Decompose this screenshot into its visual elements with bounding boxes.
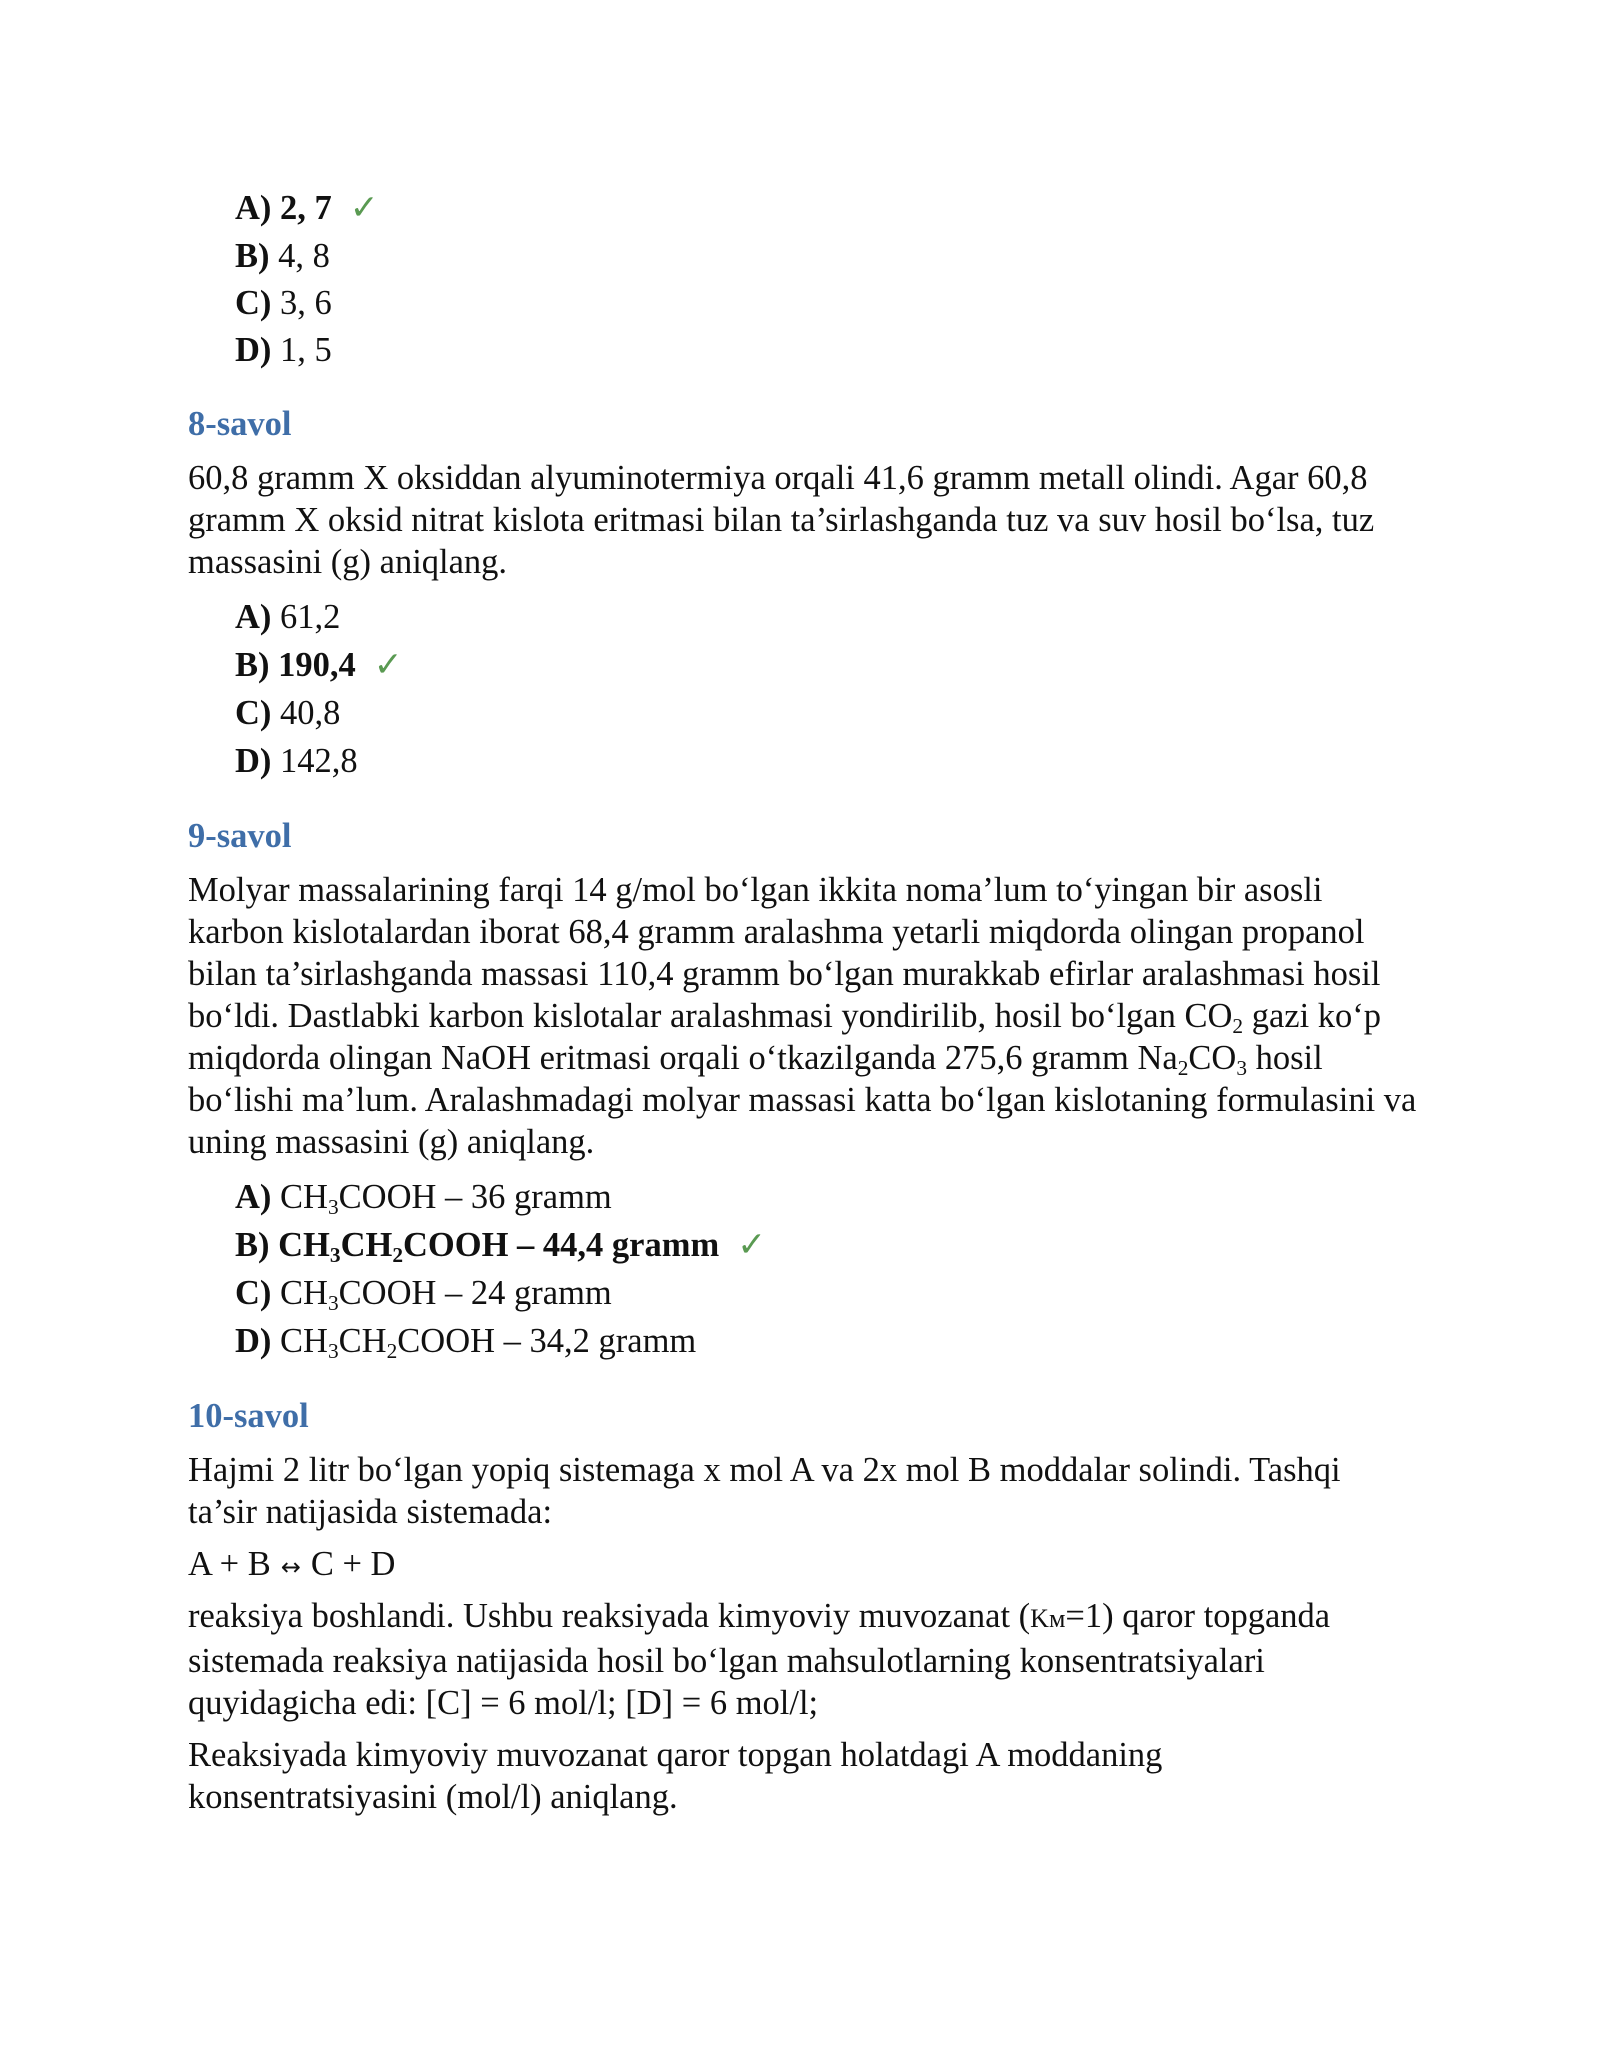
option-text: – 24 gramm [436, 1274, 612, 1312]
option-label: C) [235, 694, 272, 732]
option-text: 61,2 [280, 598, 341, 636]
question-10-text: Hajmi 2 litr bo‘lgan yopiq sistemaga x mol A va 2x mol B moddalar solindi. Tashqi ta’sir natijasida sistemada: [188, 1451, 1341, 1531]
document-page [188, 184, 1418, 1818]
option-label: D) [235, 742, 272, 780]
q9-option-c[interactable] [235, 1269, 1418, 1317]
option-text: 190,4 [278, 646, 356, 684]
q7-option-b[interactable] [235, 232, 1418, 279]
option-text: 1, 5 [280, 331, 332, 369]
option-text: – 34,2 gramm [495, 1322, 697, 1360]
option-formula: $CH_3CH_2COOH$ [278, 1226, 509, 1267]
option-text: 3, 6 [280, 284, 332, 322]
reaction-equation: A + B ↔ C + D [188, 1545, 396, 1583]
q8-option-d[interactable] [235, 737, 1418, 785]
option-label: C) [235, 1274, 272, 1312]
option-label: C) [235, 284, 272, 322]
q7-option-d[interactable] [235, 326, 1418, 373]
option-formula: $CH_3COOH$ [280, 1274, 437, 1315]
q8-option-b[interactable] [235, 641, 1418, 689]
q9-option-b[interactable] [235, 1221, 1418, 1269]
option-label: B) [235, 1226, 270, 1264]
question-10-task: Reaksiyada kimyoviy muvozanat qaror topgan holatdagi A moddaning konsentratsiyasini (mol/l) aniqlang. [188, 1736, 1163, 1816]
option-label: A) [235, 189, 272, 227]
option-text: – 36 gramm [436, 1178, 612, 1216]
q8-option-c[interactable] [235, 689, 1418, 737]
question-8-text: 60,8 gramm X oksiddan alyuminotermiya orqali 41,6 gramm metall olindi. Agar 60,8 gramm X oksid nitrat kislota eritmasi bilan ta’sirlashganda tuz va suv hosil bo‘lsa, tuz massasini (g) aniqlang. [188, 459, 1375, 581]
option-text: 142,8 [280, 742, 358, 780]
check-icon: ✓ [373, 646, 403, 684]
q9-option-d[interactable] [235, 1317, 1418, 1365]
q9-option-a[interactable] [235, 1173, 1418, 1221]
q8-option-a[interactable] [235, 593, 1418, 641]
q7-option-c[interactable] [235, 279, 1418, 326]
option-label: D) [235, 331, 272, 369]
option-label: D) [235, 1322, 272, 1360]
option-text: 2, 7 [280, 189, 332, 227]
question-10-title: 10-savol [188, 1397, 309, 1435]
option-formula: $CH_3CH_2COOH$ [280, 1322, 496, 1363]
q7-option-a[interactable] [235, 184, 1418, 232]
question-9-title: 9-savol [188, 817, 292, 855]
question-9-text: Molyar massalarining farqi 14 g/mol bo‘lgan ikkita noma’lum to‘yingan bir asosli karbon kislotalardan iborat 68,4 gramm aralashma yetarli miqdorda olingan propanol bilan ta’sirlashganda massasi 110,4 gramm bo‘lgan murakkab efirlar aralashmasi hosil bo‘ldi. Dastlabki karbon kislotalar aralashmasi yondirilib, hosil bo‘lgan $CO_2$ gazi ko‘p miqdorda olingan NaOH eritmasi orqali o‘tkazilganda 275,6 gramm $Na_2CO_3$ hosil bo‘lishi ma’lum. Aralashmadagi molyar massasi katta bo‘lgan kislotaning formulasini va uning massasini (g) aniqlang. [188, 871, 1417, 1161]
option-text: 40,8 [280, 694, 341, 732]
option-label: A) [235, 598, 272, 636]
option-formula: $CH_3COOH$ [280, 1178, 437, 1219]
question-10-conditions: reaksiya boshlandi. Ushbu reaksiyada kimyoviy muvozanat (Kм=1) qaror topganda sistemada reaksiya natijasida hosil bo‘lgan mahsulotlarning konsentratsiyalari quyidagicha edi: [C] = 6 mol/l; [D] = 6 mol/l; [188, 1597, 1331, 1722]
equilibrium-arrow-icon: ↔ [280, 1553, 301, 1581]
check-icon: ✓ [737, 1226, 767, 1264]
option-label: B) [235, 646, 270, 684]
option-label: B) [235, 237, 270, 275]
question-8-title: 8-savol [188, 405, 292, 443]
option-text: – 44,4 gramm [508, 1226, 720, 1264]
check-icon: ✓ [349, 189, 379, 227]
option-label: A) [235, 1178, 272, 1216]
option-text: 4, 8 [278, 237, 330, 275]
